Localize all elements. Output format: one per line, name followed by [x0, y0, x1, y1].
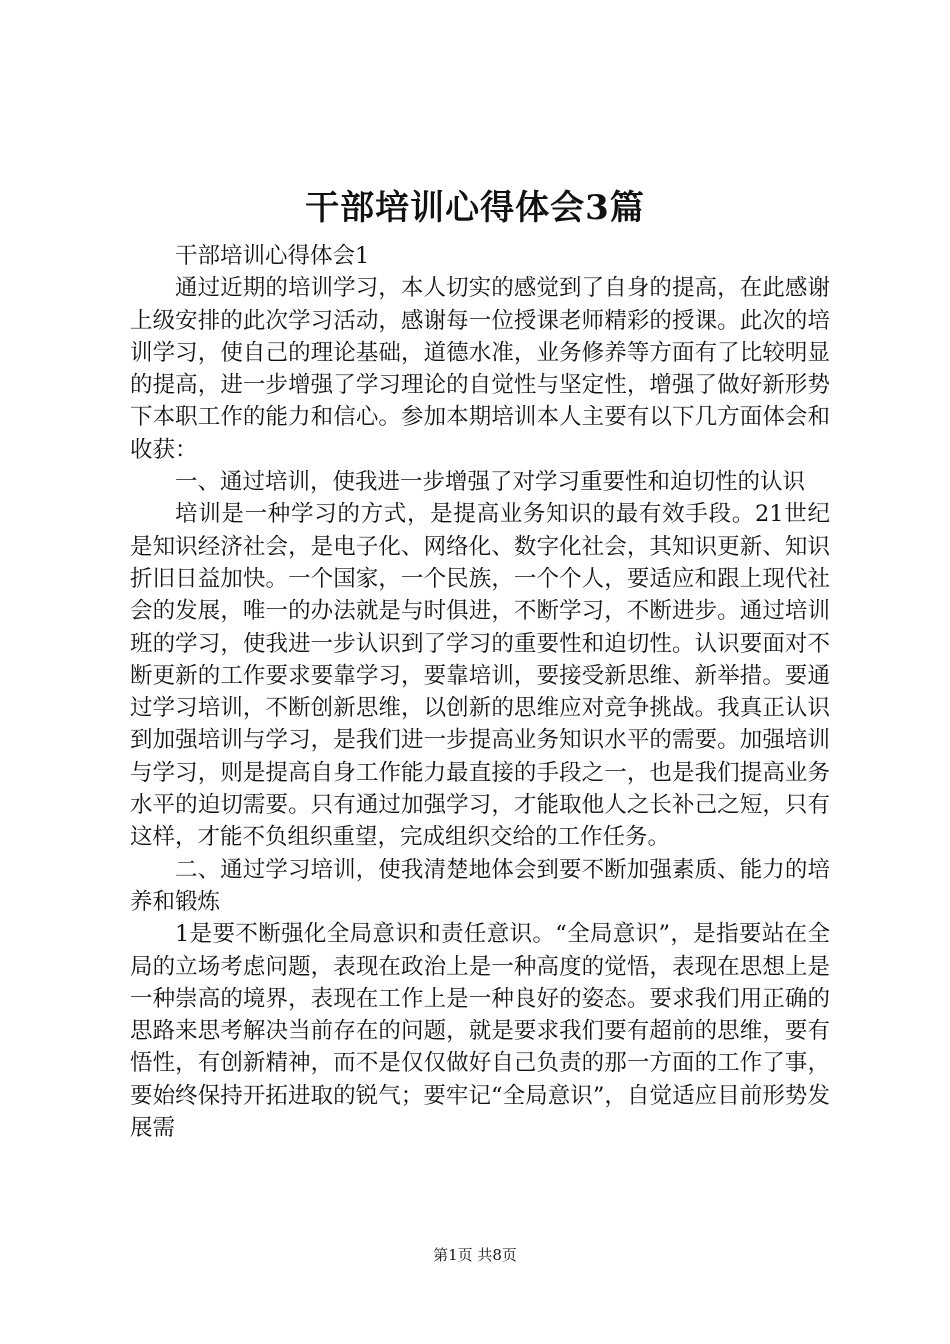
document-body [130, 240, 830, 1144]
page-number-footer: 第1页 共8页 [433, 1246, 517, 1264]
body-paragraph: 1是要不断强化全局意识和责任意识。“全局意识”，是指要站在全局的立场考虑问题，表现在政治上是一种高度的觉悟，表现在思想上是一种崇高的境界，表现在工作上是一种良好的姿态。要求我们用正确的思路来思考解决当前存在的问题，就是要求我们要有超前的思维，要有悟性，有创新精神，而不是仅仅做好自己负责的那一方面的工作了事，要始终保持开拓进取的锐气；要牢记“全局意识”，自觉适应目前形势发展需 [130, 921, 830, 1142]
document-title: 干部培训心得体会3篇 [305, 188, 645, 228]
body-paragraph: 培训是一种学习的方式，是提高业务知识的最有效手段。21世纪是知识经济社会，是电子化、网络化、数字化社会，其知识更新、知识折旧日益加快。一个国家，一个民族，一个个人，要适应和跟上现代社会的发展，唯一的办法就是与时俱进，不断学习，不断进步。通过培训班的学习，使我进一步认识到了学习的重要性和迫切性。认识要面对不断更新的工作要求要靠学习，要靠培训，要接受新思维、新举措。要通过学习培训，不断创新思维，以创新的思维应对竞争挑战。我真正认识到加强培训与学习，是我们进一步提高业务知识水平的需要。加强培训与学习，则是提高自身工作能力最直接的手段之一，也是我们提高业务水平的迫切需要。只有通过加强学习，才能取他人之长补己之短，只有这样，才能不负组织重望，完成组织交给的工作任务。 [130, 501, 830, 851]
body-paragraph: 通过近期的培训学习，本人切实的感觉到了自身的提高，在此感谢上级安排的此次学习活动，感谢每一位授课老师精彩的授课。此次的培训学习，使自己的理论基础，道德水准，业务修养等方面有了比较明显的提高，进一步增强了学习理论的自觉性与坚定性，增强了做好新形势下本职工作的能力和信心。参加本期培训本人主要有以下几方面体会和收获： [130, 275, 830, 463]
section-heading: 干部培训心得体会1 [175, 243, 370, 269]
section-heading: 二、通过学习培训，使我清楚地体会到要不断加强素质、能力的培养和锻炼 [130, 856, 830, 915]
section-heading: 一、通过培训，使我进一步增强了对学习重要性和迫切性的认识 [175, 469, 806, 496]
